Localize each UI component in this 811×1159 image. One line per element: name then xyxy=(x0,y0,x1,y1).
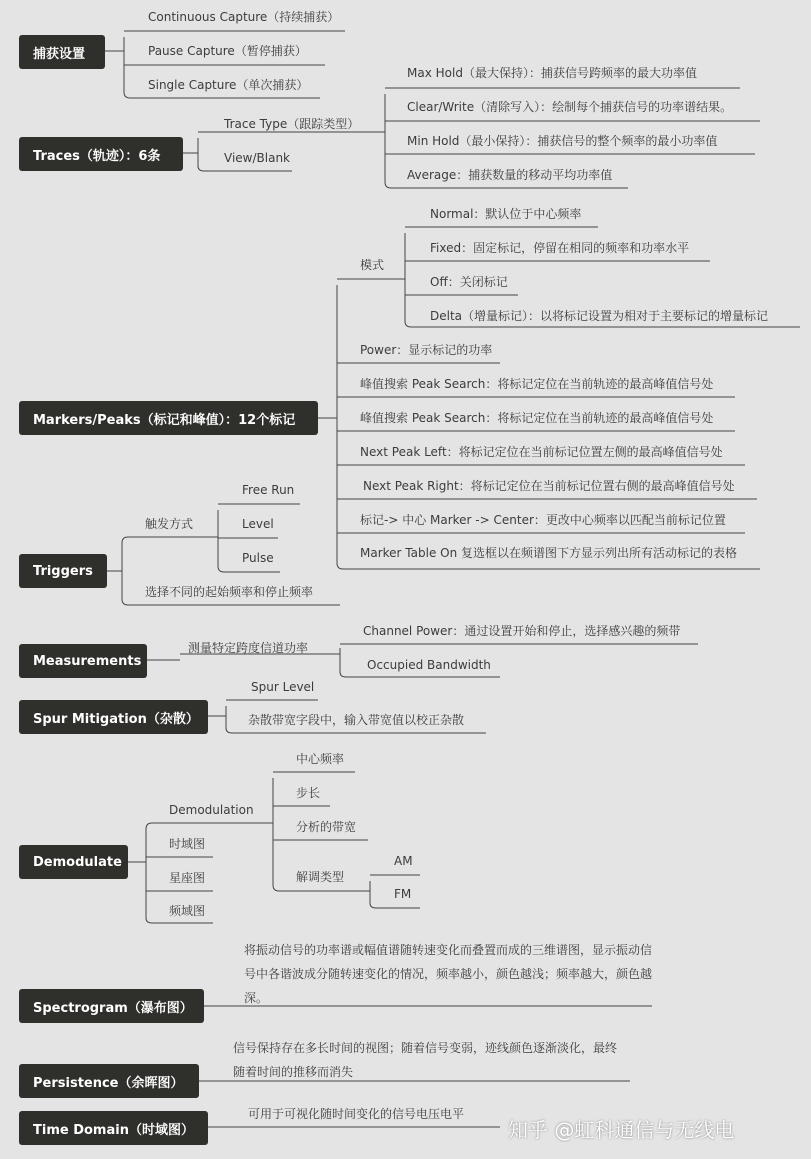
root-triggers: Triggers xyxy=(19,554,107,588)
marker-power: Power：显示标记的功率 xyxy=(360,343,493,357)
trace-type-max-hold: Max Hold（最大保持）：捕获信号跨频率的最大功率值 xyxy=(407,66,697,80)
capture-single: Single Capture（单次捕获） xyxy=(148,78,309,92)
root-spur-mitigation: Spur Mitigation（杂散） xyxy=(19,700,208,734)
traces-trace-type: Trace Type（跟踪类型） xyxy=(224,117,360,131)
root-markers-peaks: Markers/Peaks（标记和峰值）：12个标记 xyxy=(19,401,318,435)
root-measurements: Measurements xyxy=(19,644,147,678)
demod-type-fm: FM xyxy=(394,887,412,901)
spur-level: Spur Level xyxy=(251,680,315,694)
trigger-mode: 触发方式 xyxy=(145,517,194,531)
spectrogram-description: 将振动信号的功率谱或幅值谱随转速变化而叠置而成的三维谱图，显示振动信号中各谐波成分随转速变化的情况，频率越小，颜色越浅；频率越大，颜色越深。 xyxy=(244,943,653,1005)
demod-type: 解调类型 xyxy=(296,870,345,884)
demod-type-am: AM xyxy=(394,854,413,868)
root-capture-settings: 捕获设置 xyxy=(19,35,105,69)
spur-description: 杂散带宽字段中，输入带宽值以校正杂散 xyxy=(248,713,465,727)
root-traces: Traces（轨迹）：6条 xyxy=(19,137,183,171)
marker-to-center: 标记-> 中心 Marker -> Center：更改中心频率以匹配当前标记位置 xyxy=(360,513,726,527)
marker-mode-fixed: Fixed：固定标记，停留在相同的频率和功率水平 xyxy=(430,241,690,255)
marker-next-peak-left: Next Peak Left：将标记定位在当前标记位置左侧的最高峰值信号处 xyxy=(360,445,723,459)
marker-mode-normal: Normal：默认位于中心频率 xyxy=(430,207,582,221)
time-domain-description: 可用于可视化随时间变化的信号电压电平 xyxy=(248,1107,465,1121)
trigger-level: Level xyxy=(242,517,274,531)
trigger-freq-range: 选择不同的起始频率和停止频率 xyxy=(145,585,314,599)
root-persistence: Persistence（余晖图） xyxy=(19,1064,199,1098)
marker-mode-off: Off：关闭标记 xyxy=(430,275,508,289)
demod-center-frequency: 中心频率 xyxy=(296,752,345,766)
capture-pause: Pause Capture（暂停捕获） xyxy=(148,44,307,58)
root-time-domain: Time Domain（时域图） xyxy=(19,1111,208,1145)
persistence-description: 信号保持存在多长时间的视图；随着信号变弱，迹线颜色逐渐淡化，最终随着时间的推移而消失 xyxy=(233,1041,618,1079)
demod-demodulation: Demodulation xyxy=(169,803,254,817)
demod-frequency-view: 频域图 xyxy=(169,904,206,918)
demod-step: 步长 xyxy=(296,786,321,800)
capture-continuous: Continuous Capture（持续捕获） xyxy=(148,10,340,24)
marker-peak-search-2: 峰值搜索 Peak Search：将标记定位在当前轨迹的最高峰值信号处 xyxy=(360,411,714,425)
measurements-channel-power-label: 测量特定跨度信道功率 xyxy=(188,641,309,655)
demod-constellation: 星座图 xyxy=(169,871,206,885)
demod-time-view: 时域图 xyxy=(169,837,206,851)
markers-mode: 模式 xyxy=(360,258,385,272)
trigger-pulse: Pulse xyxy=(242,551,274,565)
measurement-channel-power: Channel Power：通过设置开始和停止，选择感兴趣的频带 xyxy=(363,624,681,638)
measurement-occupied-bandwidth: Occupied Bandwidth xyxy=(367,658,491,672)
trace-type-min-hold: Min Hold（最小保持）：捕获信号的整个频率的最小功率值 xyxy=(407,134,718,148)
trace-type-average: Average：捕获数量的移动平均功率值 xyxy=(407,168,613,182)
trace-type-clear-write: Clear/Write（清除写入）：绘制每个捕获信号的功率谱结果。 xyxy=(407,100,733,114)
traces-view-blank: View/Blank xyxy=(224,151,290,165)
demod-analysis-bandwidth: 分析的带宽 xyxy=(296,820,357,834)
marker-table-on: Marker Table On 复选框以在频谱图下方显示列出所有活动标记的表格 xyxy=(360,546,738,560)
root-spectrogram: Spectrogram（瀑布图） xyxy=(19,989,204,1023)
trigger-free-run: Free Run xyxy=(242,483,295,497)
marker-next-peak-right: Next Peak Right：将标记定位在当前标记位置右侧的最高峰值信号处 xyxy=(363,479,735,493)
marker-mode-delta: Delta（增量标记）：以将标记设置为相对于主要标记的增量标记 xyxy=(430,309,769,323)
root-demodulate: Demodulate xyxy=(19,845,128,879)
watermark: 知乎 @虹科通信与无线电 xyxy=(508,1118,735,1142)
marker-peak-search-1: 峰值搜索 Peak Search：将标记定位在当前轨迹的最高峰值信号处 xyxy=(360,377,714,391)
